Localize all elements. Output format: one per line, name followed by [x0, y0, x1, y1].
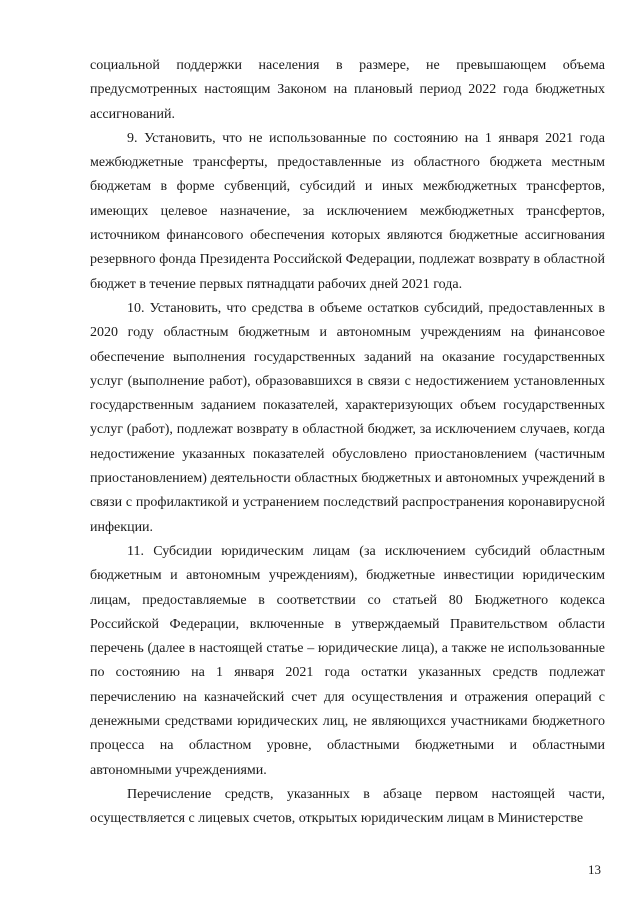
paragraph-item-11: 11. Субсидии юридическим лицам (за исключением субсидий областным бюджетным и автономным учреждениям), бюджетные инвестиции юридическим лицам, предоставляемые в соответствии со статьей 80 Бюджетного кодекса Российской Федерации, включенные в утверждаемый Правительством области перечень (далее в настоящей статье – юридические лица), а также не использованные по состоянию на 1 января 2021 года остатки указанных средств подлежат перечислению на казначейский счет для осуществления и отражения операций с денежными средствами юридических лиц, не являющихся участниками бюджетного процесса на областном уровне, областными бюджетными и областными автономными учреждениями. [90, 543, 605, 778]
paragraph-transfer-note: Перечисление средств, указанных в абзаце первом настоящей части, осуществляется с лицевых счетов, открытых юридическим лицам в Министерстве [90, 786, 605, 827]
page-number: 13 [588, 862, 601, 877]
paragraph-continuation: социальной поддержки населения в размере, не превышающем объема предусмотренных настоящим Законом на плановый период 2022 года бюджетных ассигнований. [90, 58, 605, 122]
document-body [90, 54, 605, 832]
paragraph-item-9: 9. Установить, что не использованные по состоянию на 1 января 2021 года межбюджетные трансферты, предоставленные из областного бюджета местным бюджетам в форме субвенций, субсидий и иных межбюджетных трансфертов, имеющих целевое назначение, за исключением межбюджетных трансфертов, источником финансового обеспечения которых являются бюджетные ассигнования резервного фонда Президента Российской Федерации, подлежат возврату в областной бюджет в течение первых пятнадцати рабочих дней 2021 года. [90, 130, 605, 292]
paragraph-item-10: 10. Установить, что средства в объеме остатков субсидий, предоставленных в 2020 году областным бюджетным и автономным учреждениям на финансовое обеспечение выполнения государственных заданий на оказание государственных услуг (выполнение работ), образовавшихся в связи с недостижением установленных государственным заданием показателей, характеризующих объем государственных услуг (работ), подлежат возврату в областной бюджет, за исключением случаев, когда недостижение указанных показателей обусловлено приостановлением (частичным приостановлением) деятельности областных бюджетных и автономных учреждений в связи с профилактикой и устранением последствий распространения коронавирусной инфекции. [90, 300, 605, 535]
